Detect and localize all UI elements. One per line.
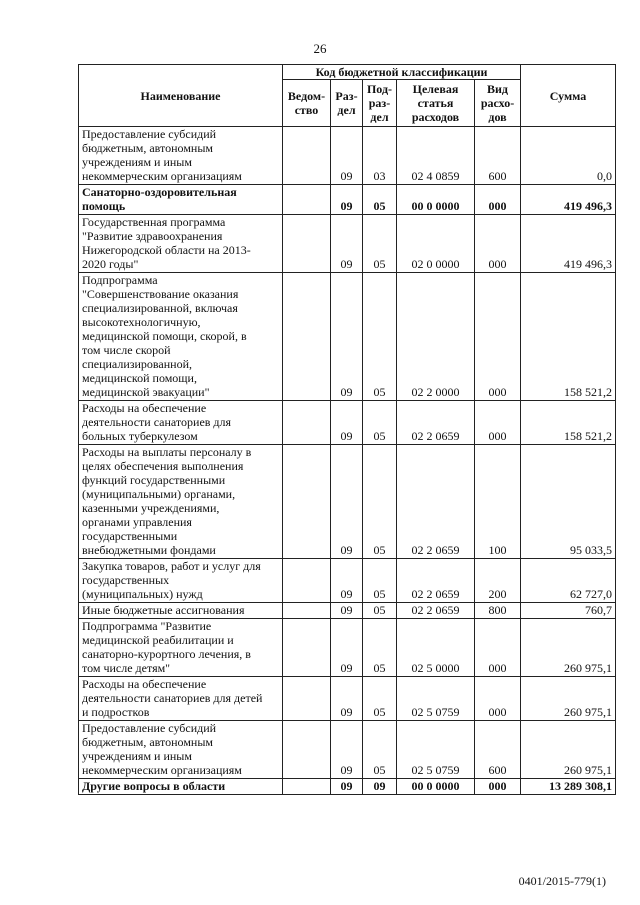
row-name: Расходы на обеспечение деятельности санаториев для детей и подростков <box>79 677 283 721</box>
row-razdel: 09 <box>331 401 363 445</box>
header-name: Наименование <box>79 65 283 127</box>
row-vedomstvo <box>283 215 331 273</box>
table-row <box>79 779 616 795</box>
row-celevaya: 02 2 0659 <box>397 603 475 619</box>
row-sum: 260 975,1 <box>521 619 616 677</box>
row-vid: 000 <box>475 273 521 401</box>
row-vedomstvo <box>283 779 331 795</box>
row-vedomstvo <box>283 603 331 619</box>
header-vedomstvo: Ведом- ство <box>283 80 331 127</box>
header-budget-code: Код бюджетной классификации <box>283 65 521 80</box>
row-celevaya: 02 2 0659 <box>397 559 475 603</box>
row-podrazdel: 05 <box>363 401 397 445</box>
row-celevaya: 02 5 0759 <box>397 677 475 721</box>
row-celevaya: 02 2 0659 <box>397 401 475 445</box>
row-razdel: 09 <box>331 273 363 401</box>
row-sum: 760,7 <box>521 603 616 619</box>
row-vid: 600 <box>475 721 521 779</box>
row-sum: 62 727,0 <box>521 559 616 603</box>
row-name: Санаторно-оздоровительная помощь <box>79 185 283 215</box>
page-number: 26 <box>313 41 327 56</box>
row-vedomstvo <box>283 721 331 779</box>
row-name: Другие вопросы в области <box>79 779 283 795</box>
row-name: Закупка товаров, работ и услуг для государственных (муниципальных) нужд <box>79 559 283 603</box>
row-sum: 260 975,1 <box>521 721 616 779</box>
row-name: Расходы на обеспечение деятельности санаториев для больных туберкулезом <box>79 401 283 445</box>
row-vedomstvo <box>283 559 331 603</box>
row-vedomstvo <box>283 619 331 677</box>
document-code: 0401/2015-779(1) <box>518 874 606 888</box>
row-razdel: 09 <box>331 445 363 559</box>
header-vid: Вид расхо- дов <box>475 80 521 127</box>
row-razdel: 09 <box>331 779 363 795</box>
row-vid: 000 <box>475 677 521 721</box>
row-name: Предоставление субсидий бюджетным, автономным учреждениям и иным некоммерческим организациям <box>79 721 283 779</box>
row-sum: 0,0 <box>521 127 616 185</box>
row-razdel: 09 <box>331 619 363 677</box>
row-razdel: 09 <box>331 677 363 721</box>
row-celevaya: 02 2 0000 <box>397 273 475 401</box>
row-vid: 100 <box>475 445 521 559</box>
row-celevaya: 02 0 0000 <box>397 215 475 273</box>
table-row <box>79 603 616 619</box>
row-vid: 000 <box>475 215 521 273</box>
row-razdel: 09 <box>331 721 363 779</box>
header-sum: Сумма <box>521 65 616 127</box>
row-name: Подпрограмма "Развитие медицинской реабилитации и санаторно-курортного лечения, в том числе детям" <box>79 619 283 677</box>
row-vedomstvo <box>283 185 331 215</box>
row-sum: 95 033,5 <box>521 445 616 559</box>
row-podrazdel: 05 <box>363 603 397 619</box>
row-podrazdel: 05 <box>363 559 397 603</box>
row-name: Государственная программа "Развитие здравоохранения Нижегородской области на 2013- 2020 годы" <box>79 215 283 273</box>
table-row <box>79 127 616 185</box>
row-razdel: 09 <box>331 215 363 273</box>
row-podrazdel: 05 <box>363 185 397 215</box>
table-row <box>79 401 616 445</box>
row-podrazdel: 05 <box>363 215 397 273</box>
row-podrazdel: 05 <box>363 677 397 721</box>
row-vid: 000 <box>475 619 521 677</box>
budget-table <box>78 64 616 795</box>
row-sum: 419 496,3 <box>521 185 616 215</box>
row-vid: 000 <box>475 185 521 215</box>
row-vid: 200 <box>475 559 521 603</box>
row-razdel: 09 <box>331 603 363 619</box>
header-celevaya: Целевая статья расходов <box>397 80 475 127</box>
row-name: Подпрограмма "Совершенствование оказания специализированной, включая высокотехнологичную, медицинской помощи, скорой, в том числе скорой специализированной, медицинской помощи, медицинской эвакуации" <box>79 273 283 401</box>
table-row <box>79 619 616 677</box>
table-row <box>79 273 616 401</box>
row-podrazdel: 03 <box>363 127 397 185</box>
row-vedomstvo <box>283 127 331 185</box>
row-name: Предоставление субсидий бюджетным, автономным учреждениям и иным некоммерческим организациям <box>79 127 283 185</box>
row-celevaya: 02 4 0859 <box>397 127 475 185</box>
row-sum: 419 496,3 <box>521 215 616 273</box>
row-vid: 800 <box>475 603 521 619</box>
header-podrazdel: Под- раз- дел <box>363 80 397 127</box>
row-celevaya: 02 2 0659 <box>397 445 475 559</box>
row-vedomstvo <box>283 445 331 559</box>
table-row <box>79 215 616 273</box>
row-razdel: 09 <box>331 559 363 603</box>
row-sum: 158 521,2 <box>521 273 616 401</box>
row-celevaya: 02 5 0759 <box>397 721 475 779</box>
row-sum: 158 521,2 <box>521 401 616 445</box>
row-razdel: 09 <box>331 185 363 215</box>
row-podrazdel: 05 <box>363 445 397 559</box>
header-razdel: Раз- дел <box>331 80 363 127</box>
table-row <box>79 721 616 779</box>
row-razdel: 09 <box>331 127 363 185</box>
row-vedomstvo <box>283 401 331 445</box>
row-sum: 260 975,1 <box>521 677 616 721</box>
row-celevaya: 00 0 0000 <box>397 779 475 795</box>
table-row <box>79 445 616 559</box>
row-podrazdel: 05 <box>363 273 397 401</box>
table-body <box>79 127 616 795</box>
row-vedomstvo <box>283 677 331 721</box>
table-row <box>79 677 616 721</box>
row-vid: 000 <box>475 401 521 445</box>
row-celevaya: 02 5 0000 <box>397 619 475 677</box>
row-vedomstvo <box>283 273 331 401</box>
row-vid: 600 <box>475 127 521 185</box>
row-podrazdel: 05 <box>363 721 397 779</box>
table-row <box>79 559 616 603</box>
row-name: Иные бюджетные ассигнования <box>79 603 283 619</box>
table-row <box>79 185 616 215</box>
row-podrazdel: 05 <box>363 619 397 677</box>
row-podrazdel: 09 <box>363 779 397 795</box>
row-sum: 13 289 308,1 <box>521 779 616 795</box>
row-vid: 000 <box>475 779 521 795</box>
row-name: Расходы на выплаты персоналу в целях обеспечения выполнения функций государственными (муниципальными) органами, казенными учреждениями, органами управления государственными внебюджетными фондами <box>79 445 283 559</box>
row-celevaya: 00 0 0000 <box>397 185 475 215</box>
